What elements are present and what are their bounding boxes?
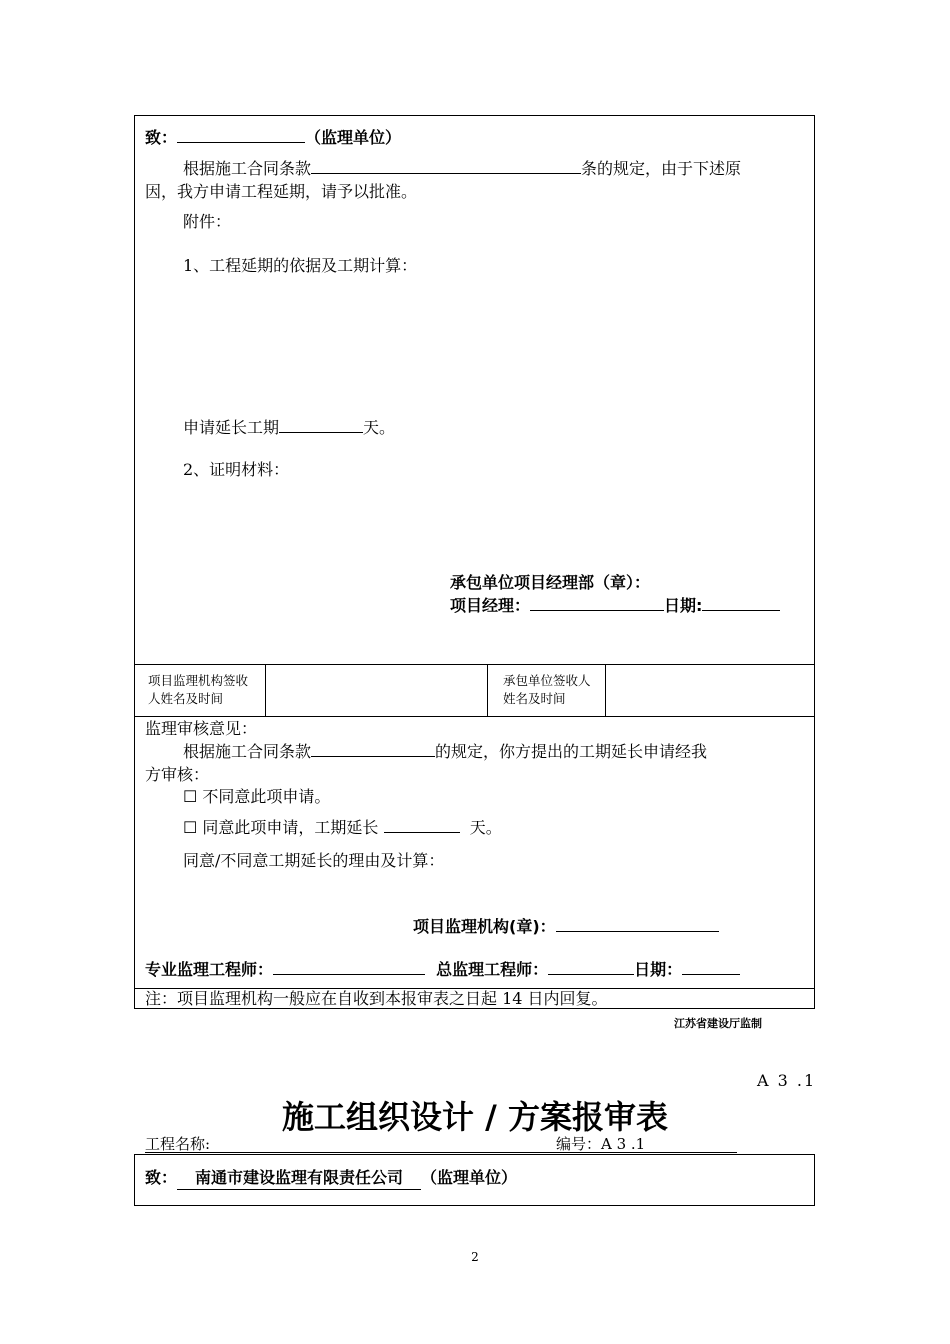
page-title: 施工组织设计 / 方案报审表	[282, 1098, 668, 1136]
extension-days-blank[interactable]	[279, 417, 363, 433]
attachment-item-2: 2、证明材料：	[183, 460, 290, 479]
date-blank-2[interactable]	[682, 959, 740, 975]
cell-divider	[265, 664, 266, 716]
table-divider	[135, 716, 814, 717]
cell-divider	[487, 664, 488, 716]
extension-days-line: 申请延长工期 天。	[183, 418, 396, 437]
option-agree[interactable]: ☐ 同意此项申请，工期延长 天。	[183, 818, 502, 837]
pm-date-line: 项目经理： 日期:	[450, 595, 780, 617]
request-paragraph-line1: 根据施工合同条款 条的规定，由于下述原	[183, 159, 742, 178]
review-clause-blank[interactable]	[311, 741, 435, 757]
table-divider	[135, 664, 814, 665]
issuer-label: 江苏省建设厅监制	[674, 1017, 762, 1030]
to-line-2: 致： 南通市建设监理有限责任公司 （监理单位）	[145, 1167, 517, 1190]
supervisor-receipt-cell: 项目监理机构签收人姓名及时间	[148, 673, 249, 706]
attachments-label: 附件：	[183, 212, 232, 231]
contract-clause-blank[interactable]	[311, 158, 581, 174]
request-paragraph-line2: 因，我方申请工程延期，请予以批准。	[145, 182, 418, 201]
supervisor-unit-blank[interactable]	[177, 127, 305, 143]
date-blank[interactable]	[702, 595, 780, 611]
review-line2: 方审核：	[145, 765, 210, 784]
pm-name-blank[interactable]	[530, 595, 664, 611]
review-line1: 根据施工合同条款 的规定，你方提出的工期延长申请经我	[183, 742, 708, 761]
engineer-sign-line: 专业监理工程师： 总监理工程师： 日期：	[145, 959, 740, 981]
reason-label: 同意/不同意工期延长的理由及计算：	[183, 851, 445, 870]
reply-note: 注：项目监理机构一般应在自收到本报审表之日起 14 日内回复。	[145, 989, 608, 1008]
attachment-item-1: 1、工程延期的依据及工期计算：	[183, 256, 418, 275]
contractor-dept-label: 承包单位项目经理部（章）：	[450, 573, 651, 592]
approved-days-blank[interactable]	[384, 817, 460, 833]
page-number: 2	[471, 1250, 479, 1264]
supervisor-org-blank[interactable]	[556, 916, 719, 932]
project-name-line: 工程名称:	[145, 1133, 737, 1153]
form-number: 编号：A 3 .1 _	[556, 1135, 672, 1153]
specialist-blank[interactable]	[273, 959, 425, 975]
cell-divider	[605, 664, 606, 716]
supervisor-unit-value[interactable]: 南通市建设监理有限责任公司	[177, 1167, 421, 1190]
contractor-receipt-cell: 承包单位签收人姓名及时间	[503, 673, 591, 706]
extension-form-table	[134, 115, 815, 1009]
to-line: 致： （监理单位）	[145, 128, 402, 147]
review-label: 监理审核意见：	[145, 719, 258, 738]
supervisor-org-line: 项目监理机构(章)：	[413, 916, 719, 938]
chief-blank[interactable]	[548, 959, 634, 975]
option-disagree[interactable]: ☐ 不同意此项申请。	[183, 787, 331, 806]
form-code: A 3 .1	[757, 1071, 817, 1090]
